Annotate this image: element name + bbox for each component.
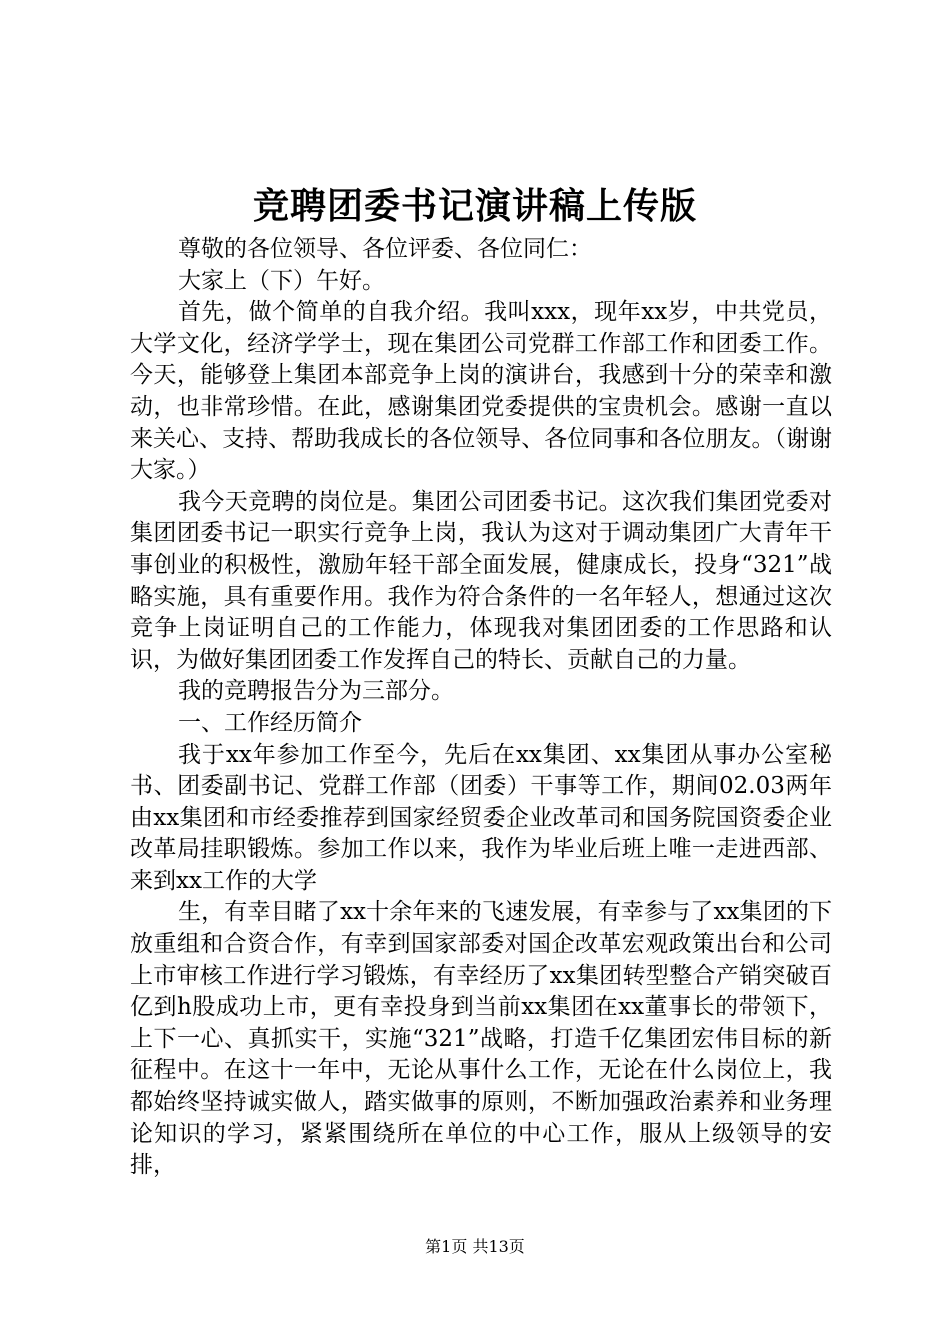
position-paragraph: 我今天竞聘的岗位是。集团公司团委书记。这次我们集团党委对集团团委书记一职实行竞争上岗，我认为这对于调动集团广大青年干事创业的积极性，激励年轻干部全面发展，健康成长，投身“321”战略实施，具有重要作用。我作为符合条件的一名年轻人，想通过这次竞争上岗证明自己的工作能力，体现我对集团团委的工作思路和认识，为做好集团团委工作发挥自己的特长、贡献自己的力量。 xyxy=(130,488,832,673)
salutation-paragraph: 尊敬的各位领导、各位评委、各位同仁： xyxy=(178,236,592,262)
continuation-paragraph: 生，有幸目睹了xx十余年来的飞速发展，有幸参与了xx集团的下放重组和合资合作，有幸到国家部委对国企改革宏观政策出台和公司上市审核工作进行学习锻炼，有幸经历了xx集团转型整合产销突破百亿到h股成功上市，更有幸投身到当前xx集团在xx董事长的带领下，上下一心、真抓实干，实施“321”战略，打造千亿集团宏伟目标的新征程中。在这十一年中，无论从事什么工作，无论在什么岗位上，我都始终坚持诚实做人，踏实做事的原则，不断加强政治素养和业务理论知识的学习，紧紧围绕所在单位的中心工作，服从上级领导的安排， xyxy=(130,899,832,1179)
document-title: 竞聘团委书记演讲稿上传版 xyxy=(252,185,697,227)
work-experience-paragraph: 我于xx年参加工作至今，先后在xx集团、xx集团从事办公室秘书、团委副书记、党群工作部（团委）干事等工作，期间02.03两年由xx集团和市经委推荐到国家经贸委企业改革司和国务院国资委企业改革局挂职锻炼。参加工作以来，我作为毕业后班上唯一走进西部、来到xx工作的大学 xyxy=(130,741,832,894)
document-body xyxy=(130,234,832,1182)
introduction-paragraph: 首先，做个简单的自我介绍。我叫xxx，现年xx岁，中共党员，大学文化，经济学学士，现在集团公司党群工作部工作和团委工作。今天，能够登上集团本部竞争上岗的演讲台，我感到十分的荣幸和激动，也非常珍惜。在此，感谢集团党委提供的宝贵机会。感谢一直以来关心、支持、帮助我成长的各位领导、各位同事和各位朋友。（谢谢大家。） xyxy=(130,299,832,484)
section-heading: 一、工作经历简介 xyxy=(178,709,362,736)
greeting-paragraph: 大家上（下）午好。 xyxy=(178,267,385,294)
report-outline-paragraph: 我的竞聘报告分为三部分。 xyxy=(178,678,454,705)
page-number-footer: 第1页 共13页 xyxy=(425,1237,525,1256)
